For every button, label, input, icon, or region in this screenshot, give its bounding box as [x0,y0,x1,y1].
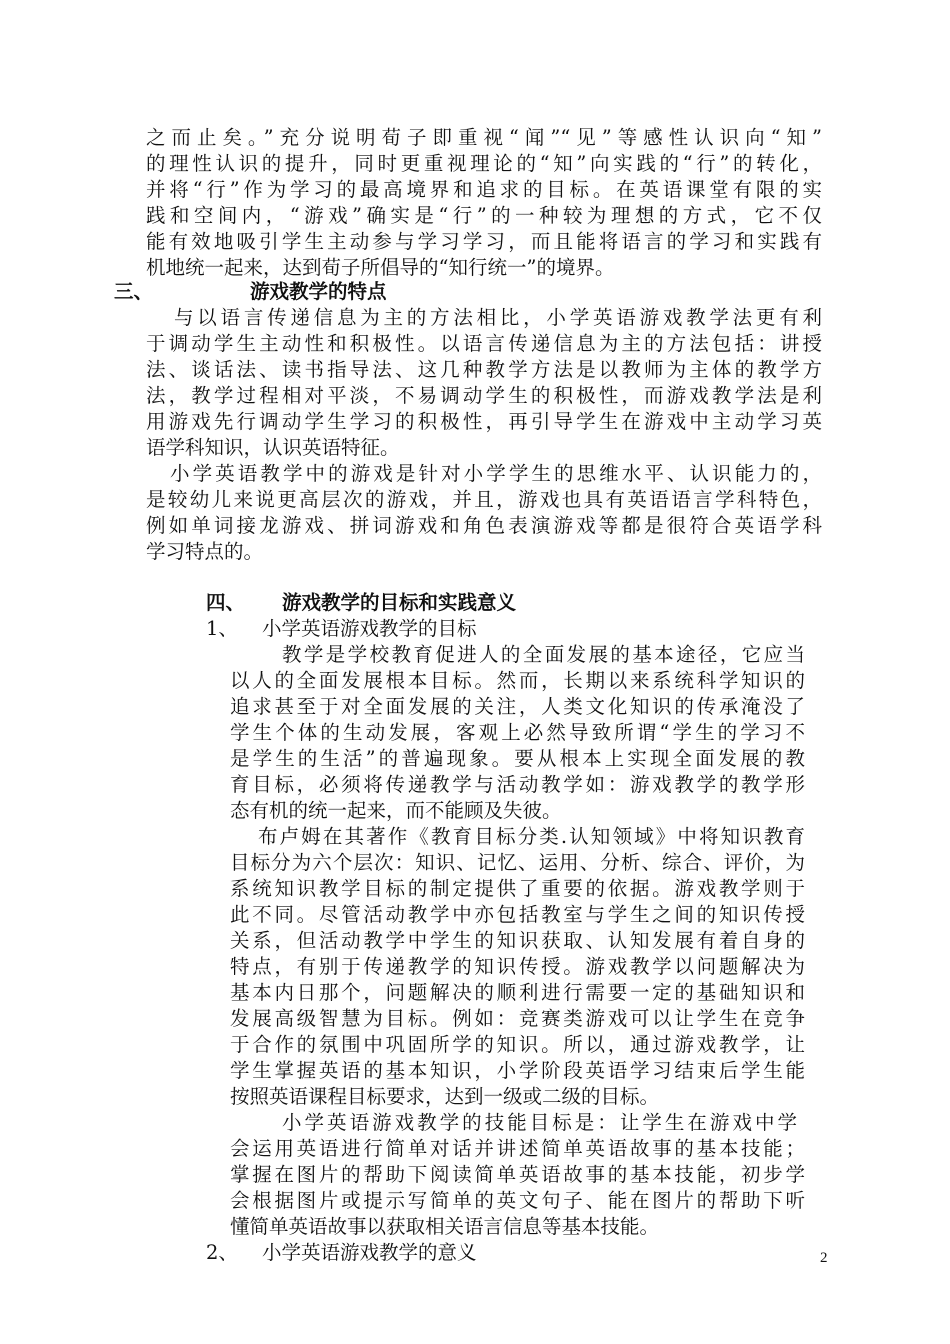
section-heading: 游戏教学的目标和实践意义 [282,591,517,614]
body-text-line: 于合作的氛围中巩固所学的知识。所以，通过游戏教学，让 [230,1033,805,1056]
subsection-heading: 小学英语游戏教学的意义 [262,1241,477,1264]
body-text-line: 基本内日那个，问题解决的顺利进行需要一定的基础知识和 [230,981,805,1004]
body-text-line: 掌握在图片的帮助下阅读简单英语故事的基本技能，初步学 [230,1163,805,1186]
body-text-line: 于调动学生主动性和积极性。以语言传递信息为主的方法包括：讲授 [146,332,822,355]
body-text-line: 小学英语游戏教学的技能目标是：让学生在游戏中学 [282,1111,797,1134]
body-text-line: 能有效地吸引学生主动参与学习学习，而且能将语言的学习和实践有 [146,230,822,253]
body-text-line: 系统知识教学目标的制定提供了重要的依据。游戏教学则于 [230,877,805,900]
body-text-line: 会运用英语进行简单对话并讲述简单英语故事的基本技能； [230,1137,805,1160]
body-text-line: 法，教学过程相对平淡，不易调动学生的积极性，而游戏教学法是利 [146,384,822,407]
body-text-line: 学生个体的生动发展，客观上必然导致所谓“学生的学习不 [230,721,805,744]
body-text-line: 会根据图片或提示写简单的英文句子、能在图片的帮助下听 [230,1189,805,1212]
body-text-line: 态有机的统一起来，而不能顾及失彼。 [230,799,562,822]
body-text-line: 育目标，必须将传递教学与活动教学如：游戏教学的教学形 [230,773,805,796]
body-text-line: 关系，但活动教学中学生的知识获取、认知发展有着自身的 [230,929,805,952]
body-text-line: 之而止矣。”充分说明荀子即重视“闻”“见”等感性认识向“知” [146,126,822,149]
body-text-line: 此不同。尽管活动教学中亦包括教室与学生之间的知识传授 [230,903,805,926]
section-heading: 游戏教学的特点 [250,280,387,303]
section-number: 三、 [114,280,154,303]
body-text-line: 践和空间内，“游戏”确实是“行”的一种较为理想的方式，它不仅 [146,204,822,227]
body-text-line: 机地统一起来，达到荀子所倡导的“知行统一”的境界。 [146,256,615,279]
body-text-line: 以人的全面发展根本目标。然而，长期以来系统科学知识的 [230,669,805,692]
body-text-line: 发展高级智慧为目标。例如：竞赛类游戏可以让学生在竞争 [230,1007,805,1030]
body-text-line: 布卢姆在其著作《教育目标分类.认知领域》中将知识教育 [258,825,805,848]
subsection-number: 1、 [206,617,238,640]
body-text-line: 并将“行”作为学习的最高境界和追求的目标。在英语课堂有限的实 [146,178,822,201]
body-text-line: 按照英语课程目标要求，达到一级或二级的目标。 [230,1085,660,1108]
body-text-line: 语学科知识，认识英语特征。 [146,436,400,459]
body-text-line: 小学英语教学中的游戏是针对小学学生的思维水平、认识能力的， [170,462,822,485]
section-number: 四、 [206,591,246,614]
body-text-line: 法、谈话法、读书指导法、这几种教学方法是以教师为主体的教学方 [146,358,822,381]
subsection-heading: 小学英语游戏教学的目标 [262,617,477,640]
body-text-line: 例如单词接龙游戏、拼词游戏和角色表演游戏等都是很符合英语学科 [146,514,822,537]
body-text-line: 与以语言传递信息为主的方法相比，小学英语游戏教学法更有利 [174,306,822,329]
body-text-line: 用游戏先行调动学生学习的积极性，再引导学生在游戏中主动学习英 [146,410,822,433]
subsection-number: 2、 [206,1241,238,1264]
body-text-line: 教学是学校教育促进人的全面发展的基本途径，它应当 [282,643,805,666]
body-text-line: 目标分为六个层次：知识、记忆、运用、分析、综合、评价，为 [230,851,805,874]
body-text-line: 学生掌握英语的基本知识，小学阶段英语学习结束后学生能 [230,1059,805,1082]
page-number: 2 [820,1250,828,1266]
body-text-line: 懂简单英语故事以获取相关语言信息等基本技能。 [230,1215,660,1238]
body-text-line: 是较幼儿来说更高层次的游戏，并且，游戏也具有英语语言学科特色， [146,488,822,511]
body-text-line: 学习特点的。 [146,540,264,563]
body-text-line: 追求甚至于对全面发展的关注，人类文化知识的传承淹没了 [230,695,805,718]
body-text-line: 特点，有别于传递教学的知识传授。游戏教学以问题解决为 [230,955,805,978]
body-text-line: 的理性认识的提升，同时更重视理论的“知”向实践的“行”的转化， [146,152,822,175]
body-text-line: 是学生的生活”的普遍现象。要从根本上实现全面发展的教 [230,747,805,770]
